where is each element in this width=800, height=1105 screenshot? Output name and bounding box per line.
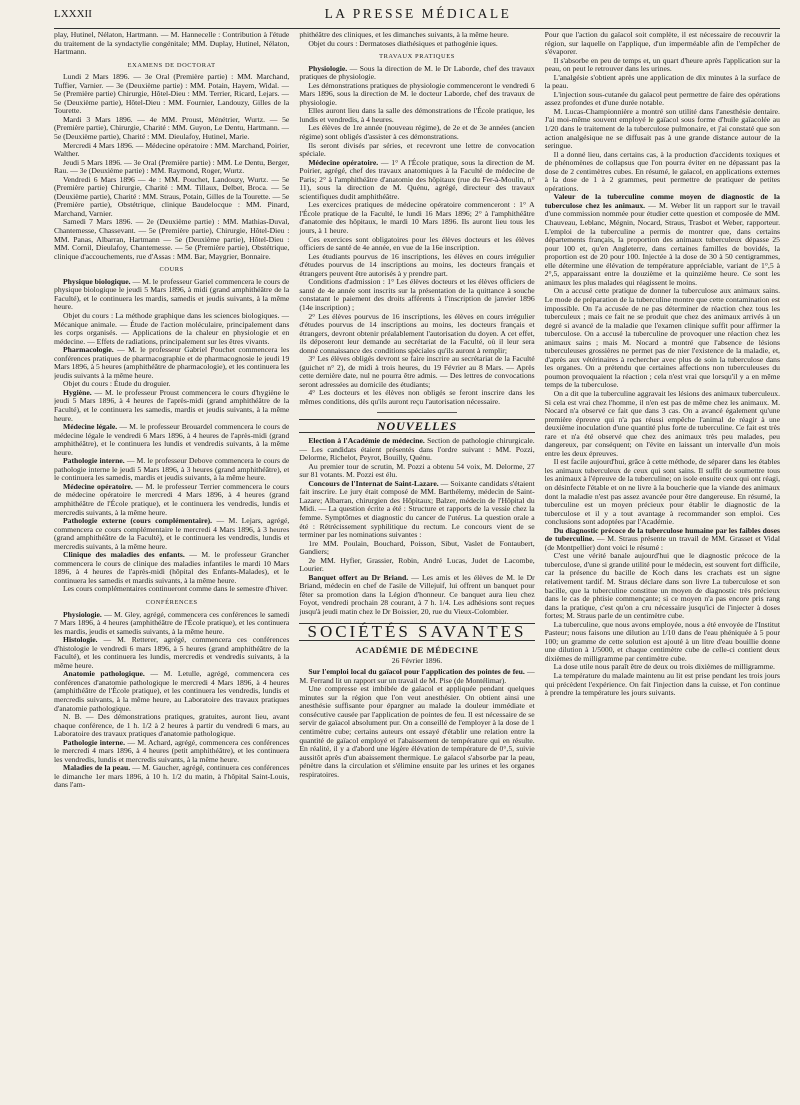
paragraph: Il a donné lieu, dans certains cas, à la production d'accidents toxiques et de phénomènes de collapsus que l'on pourra éviter en ne dépassant pas la dose de 2 centimètres cubes. En résumé, le gaïacol, en applications externes à la dose de 1 à 2 grammes, peut permettre de pratiquer de petites opérations. <box>544 149 780 193</box>
paragraph: On a accusé cette pratique de donner la tuberculose aux animaux sains. Le mode de préparation de la tuberculine montre que cette contamination est impossible. On l'a accusée de ne pas déterminer de réaction chez tous les tuberculeux ; mais ce fait ne se produit que chez des animaux arrivés à un degré si avancé de la maladie que l'examen clinique suffit pour affirmer la tuberculose. On a accusé la tuberculine de provoquer une réaction chez les animaux sains ; mais M. Nocard a montré que l'absence de lésions tuberculeuses grossières ne permet pas de nier l'existence de la maladie, et, d'après aux vétérinaires à rechercher avec plus de soin la tuberculose dans les organes. On a prétendu que certaines affections non tuberculeuses du poumon provoquaient la réaction ; cela n'est vrai que lorsqu'il y a en même temps de la tuberculose. <box>544 286 780 390</box>
paragraph: Sur l'emploi local du gaïacol pour l'application des pointes de feu. — M. Ferrand lit un rapport sur un travail de M. Pise (de Montélimar). <box>299 667 535 685</box>
paragraph: Médecine légale. — M. le professeur Brouardel commencera le cours de médecine légale le vendredi 6 Mars 1896, à 4 heures de l'après-midi (grand amphithéâtre), et le continuera les lundis et vendredis suivants, à la même heure. <box>54 422 290 457</box>
paragraph: Pathologie externe (cours complémentaire). — M. Lejars, agrégé, commencera ce cours complémentaire le mercredi 4 Mars 1896, à 3 heures (grand amphithéâtre de la Faculté), et le continuera les vendredis, lundis et mercredis suivants, à la même heure. <box>54 516 290 551</box>
paragraph: Ces exercices sont obligatoires pour les élèves docteurs et les élèves officiers de santé de 4e année, en vue de la 16e inscription. <box>299 234 535 253</box>
paragraph: Les démonstrations pratiques de physiologie commenceront le vendredi 6 Mars 1896, sous la direction de M. le docteur Laborde, chef des travaux de physiologie. <box>299 80 535 107</box>
heading-sub: EXAMENS DE DOCTORAT <box>127 61 216 69</box>
paragraph: N. B. — Des démonstrations pratiques, gratuites, auront lieu, avant chaque conférence, de 1 h. 1/2 à 2 heures à partir du vendredi 6 mars, au Laboratoire des travaux pratiques d'anatomie pathologique. <box>54 712 290 739</box>
heading-noind: phithéâtre des cliniques, et les dimanches suivants, à la même heure. <box>299 31 509 39</box>
heading-nouvelles: NOUVELLES <box>299 419 534 434</box>
heading-noind: play, Hutinel, Nélaton, Hartmann. — M. Hannecelle : Contribution à l'étude du traitement de la syndactylie congénitale; MM. Duplay, Hutinel, Nélaton, Hartmann. <box>54 31 290 57</box>
paragraph: Conditions d'admission : 1° Les élèves docteurs et les élèves officiers de santé de 4e année sont inscrits sur la présentation de la quittance à souche constatant le paiement des droits afférents à l'inscription de janvier 1896 (14e inscription) ; <box>299 277 535 312</box>
page-number: LXXXII <box>54 8 92 20</box>
paragraph-heading: Du diagnostic précoce de la tuberculose humaine par les faibles doses de tuberculine. <box>544 525 780 544</box>
paragraph: Les élèves de 1re année (nouveau régime), de 2e et de 3e années (ancien régime) sont obligés d'assister à ces démonstrations. <box>299 123 535 142</box>
paragraph: Concours de l'Internat de Saint-Lazare. — Soixante candidats s'étaient fait inscrire. Le jury était composé de MM. Barthélemy, médecin de Saint-Lazare; Albarran, chirurgien des Hôpitaux; Balzer, médecin de l'Hôpital du Midi. — La question écrite a été : Structure et rapports de la vessie chez la femme. Symptômes et diagnostic du cancer de l'utérus. La question orale a été : Rétrécissement syphilitique du rectum. Le concours vient de se terminer par les nominations suivantes : <box>299 478 535 540</box>
paragraph-heading: Pharmacologie. <box>63 345 114 355</box>
paragraph-heading: Médecine opératoire. <box>63 481 133 491</box>
heading-academie: ACADÉMIE DE MÉDECINE <box>355 645 479 656</box>
paragraph: Pathologie interne. — M. Achard, agrégé, commencera ces conférences le mercredi 4 mars 1896, à 4 heures (petit amphithéâtre), et les continuera les vendredis, lundis et mercredis suivants, à la même heure. <box>54 737 290 764</box>
paragraph-heading: Concours de l'Internat de Saint-Lazare. <box>308 478 439 488</box>
paragraph: 2° Les élèves pourvus de 16 inscriptions, les élèves en cours irrégulier d'études pourvus de 14 inscriptions au moins, les docteurs français et étrangers, devront obtenir préalablement l'autorisation du doyen. A cet effet, ils déposeront leur demande au secrétariat de la Faculté, où il leur sera donné connaissance des conditions spéciales qu'ils auront à remplir; <box>299 311 535 355</box>
paragraph: Election à l'Académie de médecine. Section de pathologie chirurgicale. — Les candidats étaient présentés dans l'ordre suivant : MM. Pozzi, Delorme, Richelot, Peyrot, Bouilly, Quénu. <box>299 436 535 463</box>
columns <box>54 31 780 1101</box>
paragraph: Physique biologique. — M. le professeur Gariel commencera le cours de physique biologique le jeudi 5 Mars 1896, à midi (grand amphithéâtre de la Faculté), et le continuera les mardis, samedis et jeudis suivants, à la même heure. <box>54 276 290 312</box>
paragraph: La dose utile nous paraît être de deux ou trois dixièmes de milligramme. <box>553 662 775 672</box>
paragraph: 2e MM. Hyfier, Grassier, Robin, André Lucas, Judet de Lacombe, Lourier. <box>299 555 535 574</box>
paragraph: Clinique des maladies des enfants. — M. le professeur Grancher commencera le cours de clinique des maladies infantiles le mardi 10 Mars 1896, à 4 heures de l'après-midi (hôpital des Enfants-Malades), et le continuera les samedis et mardis suivants, à la même heure. <box>54 550 290 585</box>
paragraph: 1re MM. Poulain, Bouchard, Poisson, Sibut, Vaslet de Fontaubert, Gandiers; <box>299 538 535 557</box>
heading-societes: SOCIÉTÉS SAVANTES <box>299 623 534 642</box>
paragraph: Pharmacologie. — M. le professeur Gabriel Pouchet commencera les conférences pratiques de pharmacographie et de pharmacognosie le jeudi 19 Mars 1896, à 5 heures (amphithéâtre de pharmacologie), et les continuera les jeudis suivants à la même heure. <box>54 345 290 380</box>
paragraph-heading: Pathologie interne. <box>63 456 125 466</box>
paragraph: La température du malade maintenu au lit est prise pendant les trois jours qui précèdent l'expérience. On fait l'injection dans la cuisse, et l'on continue à prendre la température les jours suivants. <box>544 671 780 698</box>
paragraph: On a dit que la tuberculine aggravait les lésions des animaux tuberculeux. Si cela est vrai chez l'homme, il n'en est pas de même chez les animaux. M. Nocard n'a observé ce fait que dans 3 cas. On a avancé également qu'une première épreuve qui n'a pas réussi empêche l'animal de réagir à une deuxième inoculation d'une quantité plus forte de tuberculine. Ce fait est très rare et n'a été observé que chez des animaux très peu malades, peu dangereux, par conséquent; on l'évite en laissant un intervalle d'un mois entre les deux épreuves. <box>544 388 780 458</box>
paragraph: L'analgésie s'obtient après une application de dix minutes à la surface de la peau. <box>544 72 780 91</box>
paragraph: Les cours complémentaires continueront comme dans le semestre d'hiver. <box>63 584 288 594</box>
paragraph-heading: Sur l'emploi local du gaïacol pour l'application des pointes de feu. <box>308 667 525 677</box>
paragraph: Vendredi 6 Mars 1896 — 4e : MM. Pouchet, Landouzy, Wurtz. — 5e (Première partie) Chirurgie, Charité : MM. Tillaux, Delbet, Broca. — 5e (Deuxième partie), Charité : MM. Straus, Potain, Gilles de la Tourette. — 5e (Première partie), Obstétrique, clinique Baudelocque : MM. Pinard, Marchand, Varnier. <box>54 174 290 218</box>
paragraph-heading: Physiologie. <box>308 63 348 73</box>
paragraph: Au premier tour de scrutin, M. Pozzi a obtenu 54 voix, M. Delorme, 27 sur 81 votants. M. Pozzi est élu. <box>299 461 535 480</box>
paragraph: Hygiène. — M. le professeur Proust commencera le cours d'hygiène le jeudi 5 Mars 1896, à 4 heures de l'après-midi (grand amphithéâtre de la Faculté), et le continuera les samedis, mardis et jeudis suivants, à la même heure. <box>54 387 290 423</box>
column-left <box>54 31 289 1101</box>
paragraph: Du diagnostic précoce de la tuberculose humaine par les faibles doses de tuberculine. — M. Straus présente un travail de MM. Grasset et Vidal (de Montpellier) dont voici le résumé : <box>544 525 780 552</box>
paragraph-heading: Physique biologique. <box>63 276 131 286</box>
paragraph: Les exercices pratiques de médecine opératoire commenceront : 1° A l'École pratique de la Faculté, le lundi 16 Mars 1896; 2° à l'amphithéâtre d'anatomie des hôpitaux, le mardi 10 Mars 1896. Ils auront lieu tous les jours, à 1 heure. <box>299 200 535 236</box>
paragraph: L'injection sous-cutanée du gaïacol peut permettre de faire des opérations assez profondes et d'une durée notable. <box>544 89 780 108</box>
heading-sub: TRAVAUX PRATIQUES <box>379 53 455 61</box>
paragraph-heading: Anatomie pathologique. <box>63 669 145 679</box>
paragraph: M. Lucas-Championnière a montré son utilité dans l'anesthésie dentaire. J'ai moi-même souvent employé le gaïacol sous forme d'huile gaïacolée au 1/20 dans le traitement de la tuberculose pulmonaire, et j'ai constaté que son action analgésique ne se diffusait pas à une grande distance autour de la seringue. <box>544 106 780 151</box>
paragraph: Samedi 7 Mars 1896. — 2e (Deuxième partie) : MM. Mathias-Duval, Chantemesse, Chassevant. — 5e (Première partie), Chirurgie, Hôtel-Dieu : MM. Panas, Albarran, Hartmann — 5e (Deuxième partie), Hôtel-Dieu : MM. Cornil, Dieulafoy, Chantemesse. — 5e (Première partie), Obstétrique, clinique d'accouchements, rue d'Assas : MM. Bar, Maygrier, Bonnaire. <box>54 217 290 261</box>
paragraph-heading: Physiologie. <box>63 609 102 619</box>
paragraph: Anatomie pathologique. — M. Letulle, agrégé, commencera ces conférences d'anatomie pathologique le mercredi 4 Mars 1896, à 4 heures (amphithéâtre de l'École pratique), et les continuera les vendredis, lundis et mercredis suivants, à la même heure, au Laboratoire des travaux pratiques d'anatomie pathologique. <box>54 669 290 713</box>
paragraph: Valeur de la tuberculine comme moyen de diagnostic de la tuberculose chez les animaux. — M. Weber lit un rapport sur le travail d'une commission nommée pour étudier cette question et composée de MM. Chauveau, Leblanc, Mégnin, Nocard, Straus, Trasbot et Weber, rapporteur. L'emploi de la tuberculine a permis de montrer que, dans certains départements français, la proportion des animaux tuberculeux dépasse 25 pour 100 et, qu'en Angleterre, dans certaines familles de bovidés, la proportion est de 20 pour 100. Injectée à la dose de 30 à 50 centigrammes, elle détermine une élévation de température appréciable, variant de 1°,5 à 2°,5, apparaissant entre la douzième et la quinzième heure. Ce sont les animaux les plus malades qui réagissent le moins. <box>544 192 780 287</box>
paragraph: Histologie. — M. Retterer, agrégé, commencera ces conférences d'histologie le vendredi 6 mars 1896, à 5 heures (grand amphithéâtre de la Faculté), et les continuera les lundis, mercredis et vendredis suivants, à la même heure. <box>54 635 290 670</box>
column-right <box>545 31 780 1101</box>
paragraph: Les étudiants pourvus de 16 inscriptions, les élèves en cours irrégulier d'études pourvus de 14 inscriptions au moins, les docteurs français et étrangers peuvent être autorisés à y prendre part. <box>299 251 535 278</box>
paragraph: 4° Les docteurs et les élèves non obligés se feront inscrire dans les mêmes conditions, dès qu'ils auront reçu l'autorisation nécessaire. <box>299 388 535 406</box>
paragraph-heading: Valeur de la tuberculine comme moyen de diagnostic de la tuberculose chez les animaux. <box>544 192 780 210</box>
heading-noind: Pour que l'action du gaïacol soit complète, il est nécessaire de recouvrir la région, sur laquelle on l'applique, d'un imperméable afin de l'empêcher de s'évaporer. <box>544 31 780 57</box>
paragraph: Elles auront lieu dans la salle des démonstrations de l'École pratique, les lundis et vendredis, à 4 heures. <box>299 106 535 124</box>
paragraph: Maladies de la peau. — M. Gaucher, agrégé, continuera ces conférences le dimanche 1er mars 1896, à 10 h. 1/2 du matin, à l'hôpital Saint-Louis, dans l'am- <box>54 763 290 790</box>
paragraph: Banquet offert au Dr Briand. — Les amis et les élèves de M. le Dr Briand, médecin en chef de l'asile de Villejuif, lui offrent un banquet pour fêter sa promotion dans la Légion d'honneur. Ce banquet aura lieu chez Foyot, vendredi prochain 28 courant, à 7 h. 1/4. Les adhésions sont reçues jusqu'à jeudi matin chez le Dr Boissier, 20, rue du Vieux-Colombier. <box>299 572 535 616</box>
paragraph-heading: Clinique des maladies des enfants. <box>63 550 185 560</box>
paragraph: Médecine opératoire. — 1° A l'École pratique, sous la direction de M. Poirier, agrégé, chef des travaux anatomiques à la Faculté de médecine de Paris; 2° à l'amphithéâtre d'anatomie des hôpitaux (rue du Fer-à-Moulin, n° 11), sous la direction de M. Quénu, agrégé, directeur des travaux scientifiques dudit amphithéâtre. <box>299 157 535 201</box>
paragraph: Physiologie. — M. Gley, agrégé, commencera ces conférences le samedi 7 Mars 1896, à 4 heures (amphithéâtre de l'École pratique), et les continuera les mardis, jeudis et samedis suivants, à la même heure. <box>54 609 290 636</box>
paragraph: Une compresse est imbibée de gaïacol et appliquée pendant quelques minutes sur la région que l'on veut anesthésier. On obtient ainsi une anesthésie suffisante pour épargner au malade la douleur immédiate et consécutive causée par l'application de pointes de feu. Il est nécessaire de se servir de gaïacol absolument pur. On a conseillé de l'employer à la dose de 1 centimètre cube; certains auteurs ont essayé d'établir une relation entre la quantité de gaïacol employé et l'abaissement de température qui en résulte. En réalité, il y a d'abord une légère élévation de température de 0°,5, suivie aussitôt après d'un abaissement thermique. Le gaïacol s'absorbe par la peau, pénètre dans la circulation et s'élimine ensuite par les urines et les organes respiratoires. <box>299 684 535 779</box>
paragraph: Pathologie interne. — M. le professeur Debove commencera le cours de pathologie interne le jeudi 5 Mars 1896, à 3 heures (grand amphithéâtre), et le continuera les samedis, mardis et jeudis suivants, à la même heure. <box>54 456 290 483</box>
heading-sub: CONFÉRENCES <box>145 599 198 606</box>
paragraph: Il s'absorbe en peu de temps et, un quart d'heure après l'application sur la peau, on peut le retrouver dans les urines. <box>544 55 780 74</box>
paragraph-heading: Maladies de la peau. <box>63 763 131 773</box>
paragraph-heading: Banquet offert au Dr Briand. <box>308 572 409 582</box>
paragraph-heading: Hygiène. <box>63 387 92 397</box>
journal-title: LA PRESSE MÉDICALE <box>324 6 512 21</box>
paragraph: Mardi 3 Mars 1896. — 4e MM. Proust, Ménétrier, Wurtz. — 5e (Première partie), Chirurgie, Charité : MM. Guyon, Le Dentu, Hartmann. — 5e (Deuxième partie), Charité : MM. Dieulafoy, Hutinel, Marie. <box>54 114 290 142</box>
paragraph: Physiologie. — Sous la direction de M. le Dr Laborde, chef des travaux pratiques de physiologie. <box>299 63 535 82</box>
paragraph: Jeudi 5 Mars 1896. — 3e Oral (Première partie) : MM. Le Dentu, Berger, Rau. — 3e (Deuxième partie) : MM. Raymond, Roger, Wurtz. <box>54 157 290 176</box>
heading-sub: COURS <box>159 266 184 274</box>
paragraph-heading: Pathologie externe (cours complémentaire). <box>63 516 213 526</box>
paragraph: Médecine opératoire. — M. le professeur Terrier commencera le cours de médecine opératoire le mercredi 4 Mars 1896, à 4 heures (grand amphithéâtre de l'École pratique), et le continuera les vendredis, lundis et mercredis suivants, à la même heure. <box>54 481 290 517</box>
paragraph-heading: Médecine légale. <box>63 422 118 432</box>
paragraph: Mercredi 4 Mars 1896. — Médecine opératoire : MM. Marchand, Poirier, Walther. <box>54 140 290 159</box>
paragraph-heading: Médecine opératoire. <box>308 157 379 167</box>
paragraph: Objet du cours : Étude du droguier. <box>63 379 171 389</box>
paragraph-heading: Election à l'Académie de médecine. <box>308 436 425 446</box>
paragraph: Objet du cours : Dermatoses diathésiques et pathogénie iques. <box>308 38 498 48</box>
paragraph: La tuberculine, que nous avons employée, nous a été envoyée de l'Institut Pasteur; nous faisons une dilution au 1/10 dans de l'eau phéniquée à 5 pour 100; un gramme de cette solution est ajouté à un litre d'eau bouillie donne une dilution à 1/5000, et chaque centimètre cube de celle-ci contient deux dixièmes de milligramme par centimètre cube. <box>544 619 780 663</box>
paragraph: Lundi 2 Mars 1896. — 3e Oral (Première partie) : MM. Marchand, Tuffier, Varnier. — 3e (Deuxième partie) : MM. Potain, Hayem, Widal. — 5e (Première partie) Chirurgie, Hôtel-Dieu : MM. Terrier, Ricard, Lejars. — 5e (Deuxième partie), Hôtel-Dieu : MM. Fournier, Landouzy, Gilles de la Tourette. <box>54 72 290 116</box>
running-head <box>54 0 780 29</box>
paragraph: Ils seront divisés par séries, et recevront une lettre de convocation spéciale. <box>299 140 535 159</box>
paragraph: C'est une vérité banale aujourd'hui que le diagnostic précoce de la tuberculose, d'une si grande utilité pour le médecin, est souvent fort difficile, car la présence du bacille de Koch dans les crachats est un signe relativement tardif. M. Straus déclare dans son livre La tuberculose et son bacille, que la tuberculine constitue un moyen de diagnostic très précieux dans le cas de phtisie commençante; si ce moyen n'a pas encore pris rang dans la pratique, c'est qu'on a cru nécessaire jusqu'ici de l'injecter à doses fortes; M. Straus parle de un centimètre cube. <box>544 551 780 621</box>
paragraph: Objet du cours : La méthode graphique dans les sciences biologiques. — Mécanique animale. — Étude de l'action moléculaire, principalement dans les corps organisés. — Applications de la chaleur en physiologie et en médecine. — Effets de radiations, principalement sur les êtres vivants. <box>54 310 290 346</box>
paragraph-heading: Histologie. <box>63 635 98 645</box>
paragraph-heading: Pathologie interne. <box>63 737 125 747</box>
section-rule <box>377 412 457 413</box>
paragraph: 3° Les élèves obligés devront se faire inscrire au secrétariat de la Faculté (guichet n° 2), de midi à trois heures, du 19 Février au 8 Mars. — Après cette dernière date, nul ne pourra être admis. — Des lettres de convocations seront adressées au domicile des étudiants; <box>299 354 535 389</box>
column-middle <box>299 31 534 1101</box>
heading-date: 26 Février 1896. <box>391 655 443 665</box>
paragraph: Il est facile aujourd'hui, grâce à cette méthode, de séparer dans les étables les animaux tuberculeux de ceux qui sont sains. Il suffit de soumettre tous les animaux à l'épreuve de la tuberculine; on isole ensuite ceux qui ont réagi, on désinfecte l'étable et on ne livre à la boucherie que la viande des animaux dont la maladie n'est pas assez avancée pour être dangereuse. En résumé, la tuberculine est un moyen précieux pour établir le diagnostic de la tuberculose et il y a tout avantage à recommander son emploi. Ces conclusions sont adoptées par l'Académie. <box>544 457 780 527</box>
